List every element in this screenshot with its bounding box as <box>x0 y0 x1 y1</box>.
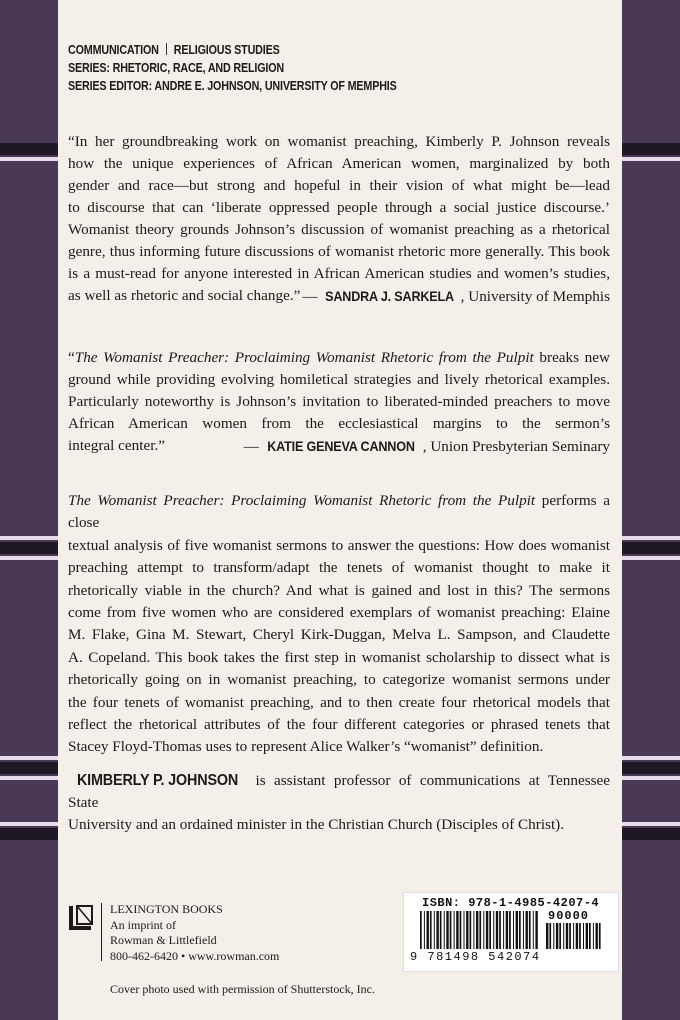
barcode-bar <box>526 911 528 949</box>
barcode-bar <box>479 911 481 949</box>
text-line: come from five women who are considered exemplars of womanist preaching: Elaine <box>68 604 610 622</box>
stripe <box>0 762 58 774</box>
stripe <box>622 536 680 540</box>
barcode-bar <box>593 923 594 949</box>
text-fragment: breaks new <box>533 349 610 366</box>
blurb-affiliation: , Union Presbyterian Seminary <box>422 438 610 455</box>
stripe <box>622 542 680 554</box>
isbn-number: ISBN: 978-1-4985-4207-4 <box>422 896 600 910</box>
text-line: genre, thus informing future discussions of womanist rhetoric more generally. This book <box>68 243 610 260</box>
publisher-parent: Rowman & Littlefield <box>110 933 217 948</box>
stripe <box>0 822 58 826</box>
stripe <box>0 556 58 560</box>
barcode-bar <box>466 911 468 949</box>
barcode-bar <box>440 911 442 949</box>
back-cover <box>58 0 622 1020</box>
barcode-bar <box>434 911 435 949</box>
barcode-bar <box>566 923 568 949</box>
barcode-bar <box>519 911 521 949</box>
text-line <box>68 285 610 308</box>
text-line: rhetorically viable in the church? And what is gained and lost in this? The sermons <box>68 581 610 599</box>
text-line <box>68 770 610 814</box>
stripe <box>622 776 680 780</box>
publisher-contact: 800-462-6420 • www.rowman.com <box>110 948 280 963</box>
stripe <box>0 776 58 780</box>
barcode-bar <box>556 923 558 949</box>
text-line: University and an ordained minister in the Christian Church (Disciples of Christ). <box>68 816 565 833</box>
addon-barcode-bars <box>546 923 602 949</box>
barcode-bar <box>549 923 551 949</box>
barcode-bar <box>513 911 514 949</box>
barcode-bar <box>430 911 432 949</box>
barcode-bar <box>576 923 578 949</box>
text-line: ground while providing evolving homiletical strategies and lively rhetorical examples. <box>68 371 610 388</box>
barcode-bar <box>503 911 504 949</box>
blurb-last-line: integral center.” <box>68 437 165 454</box>
series-header <box>68 41 397 95</box>
barcode-bar <box>420 911 422 949</box>
barcode-bar <box>427 911 429 949</box>
barcode-bar <box>464 911 465 949</box>
barcode-bar <box>483 911 484 949</box>
blurb-attribution <box>244 435 610 458</box>
attribution-dash: — <box>243 438 259 455</box>
text-line: A. Copeland. This book takes the first step in womanist scholarship to dissect what is <box>68 648 610 666</box>
text-line: Particularly noteworthy is Johnson’s invitation to liberated-minded preachers to move <box>68 393 610 410</box>
category-religious-studies: RELIGIOUS STUDIES <box>173 43 280 57</box>
publisher-info <box>110 902 279 964</box>
barcode-bar <box>573 923 574 949</box>
open-quote: “ <box>68 349 75 366</box>
barcode-bar <box>569 923 571 949</box>
stripe <box>622 762 680 774</box>
barcode-bar <box>450 911 452 949</box>
book-title: The Womanist Preacher: Proclaiming Womanist Rhetoric from the Pulpit <box>68 492 536 509</box>
barcode-bar <box>456 911 458 949</box>
blurb-author: SANDRA J. SARKELA <box>324 288 454 304</box>
barcode-bar <box>553 923 554 949</box>
stripe <box>622 556 680 560</box>
barcode-bar <box>460 911 462 949</box>
text-line: to discourse that can ‘liberate oppressed people through a social justice discourse.’ <box>68 199 610 216</box>
barcode-bar <box>476 911 478 949</box>
barcode-bar <box>529 911 531 949</box>
text-fragment: is assistant professor of communications at Tennessee State <box>68 772 610 811</box>
barcode-bar <box>506 911 508 949</box>
text-line: preaching attempt to transform/adapt the tenets of womanist thought to make it <box>68 559 610 577</box>
barcode-bar <box>499 911 501 949</box>
stripe <box>0 828 58 840</box>
publisher-divider <box>101 903 102 961</box>
barcode-bar <box>596 923 598 949</box>
barcode-bar <box>436 911 438 949</box>
author-bio <box>68 770 610 836</box>
book-title: The Womanist Preacher: Proclaiming Womanist Rhetoric from the Pulpit <box>74 349 534 366</box>
series-title: SERIES: RHETORIC, RACE, AND RELIGION <box>68 61 284 75</box>
barcode-bar <box>516 911 518 949</box>
stripe <box>0 756 58 760</box>
stripe <box>622 828 680 840</box>
stripe <box>622 756 680 760</box>
text-line: Womanist theory grounds Johnson’s discussion of womanist preaching as a rhetorical <box>68 221 610 238</box>
author-name: KIMBERLY P. JOHNSON <box>76 772 239 789</box>
text-line: textual analysis of five womanist sermons to answer the questions: How does womanist <box>68 536 610 554</box>
text-line <box>68 490 610 535</box>
barcode-bar <box>583 923 584 949</box>
barcode-bar <box>535 911 537 949</box>
barcode-bar <box>509 911 511 949</box>
barcode-bar <box>533 911 534 949</box>
category-separator <box>166 43 167 55</box>
text-fragment: performs a close <box>68 492 610 532</box>
stripe <box>622 822 680 826</box>
text-line <box>68 347 610 369</box>
left-border-band <box>0 0 58 1020</box>
text-line: gender and race—but strong and hopeful in their vision of what might be—lead <box>68 177 610 194</box>
barcode-bar <box>470 911 472 949</box>
barcode-bar <box>586 923 588 949</box>
barcode-bar <box>599 923 601 949</box>
barcode-bar <box>589 923 591 949</box>
barcode-bar <box>454 911 455 949</box>
barcode-bar <box>496 911 498 949</box>
stripe <box>622 143 680 155</box>
photo-credit: Cover photo used with permission of Shutterstock, Inc. <box>110 982 375 996</box>
barcode-bars <box>420 911 540 949</box>
text-line: M. Flake, Gina M. Stewart, Cheryl Kirk-Duggan, Melva L. Sampson, and Claudette <box>68 626 610 644</box>
lexington-logo-icon <box>68 904 94 936</box>
text-line: is a must-read for anyone interested in African American studies and women’s studies, <box>68 265 610 282</box>
series-editor: SERIES EDITOR: ANDRE E. JOHNSON, UNIVERSITY OF MEMPHIS <box>68 79 397 93</box>
barcode-bar <box>424 911 425 949</box>
stripe <box>0 157 58 161</box>
stripe <box>622 157 680 161</box>
publisher-name: LEXINGTON BOOKS <box>110 902 223 916</box>
blurb-sarkela <box>68 131 610 308</box>
blurb-author: KATIE GENEVA CANNON <box>266 438 415 454</box>
ean-digits: 9 781498 542074 <box>410 950 541 964</box>
barcode-bar <box>489 911 491 949</box>
isbn-barcode <box>403 892 619 972</box>
barcode-bar <box>446 911 448 949</box>
text-line: “In her groundbreaking work on womanist preaching, Kimberly P. Johnson reveals <box>68 133 610 150</box>
barcode-bar <box>546 923 548 949</box>
barcode-bar <box>486 911 488 949</box>
text-line: rhetorically going on in womanist preaching, to categorize womanist sermons under <box>68 671 610 689</box>
book-description <box>68 490 610 759</box>
text-line: African American women from the ecclesiastical margins to the sermon’s <box>68 415 610 432</box>
barcode-bar <box>473 911 474 949</box>
text-line: how the unique experiences of African American women, marginalized by both <box>68 155 610 172</box>
barcode-bar <box>579 923 581 949</box>
stripe <box>0 536 58 540</box>
attribution-dash: — <box>302 288 318 305</box>
barcode-bar <box>559 923 561 949</box>
blurb-attribution <box>302 285 610 308</box>
right-border-band <box>622 0 680 1020</box>
blurb-last-line: as well as rhetoric and social change.” <box>68 287 301 304</box>
stripe <box>0 143 58 155</box>
publisher-imprint: An imprint of <box>110 917 176 932</box>
barcode-bar <box>493 911 494 949</box>
text-line: Stacey Floyd-Thomas uses to represent Alice Walker’s “womanist” definition. <box>68 738 544 756</box>
blurb-affiliation: , University of Memphis <box>460 288 610 305</box>
barcode-bar <box>563 923 564 949</box>
text-line <box>68 435 610 458</box>
stripe <box>0 542 58 554</box>
text-line: reflect the rhetorical attributes of the four different categories or phrased tenets that <box>68 716 610 734</box>
category-communication: COMMUNICATION <box>68 43 159 57</box>
price-addon: 90000 <box>548 909 590 923</box>
text-line: the four tenets of womanist preaching, and to then create four rhetorical models that <box>68 693 610 711</box>
blurb-cannon <box>68 347 610 458</box>
barcode-bar <box>523 911 524 949</box>
barcode-bar <box>444 911 445 949</box>
